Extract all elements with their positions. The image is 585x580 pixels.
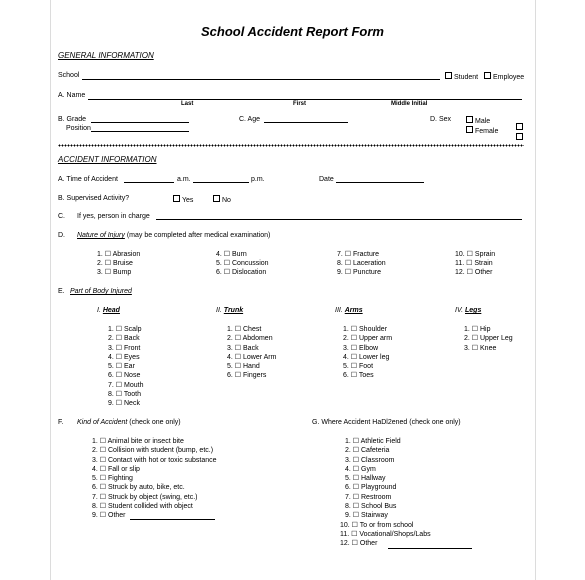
head-heading: I. Head [97,307,120,314]
general-heading: GENERAL INFORMATION [58,51,154,60]
legs-option[interactable]: 2. ☐ Upper Leg [464,335,513,343]
injury-list-2 [216,250,269,278]
injury-option[interactable]: 10. ☐ Sprain [455,251,496,258]
arms-heading: III. Arms [335,307,363,314]
injury-option[interactable]: 2. ☐ Bruise [97,260,133,268]
grade-field[interactable] [91,122,189,123]
head-option[interactable]: 5. ☐ Ear [108,363,135,371]
where-list [340,437,431,549]
yes-checkbox[interactable] [173,195,180,202]
injury-option[interactable]: 5. ☐ Concussion [216,260,269,268]
student-option[interactable]: Student [444,72,478,81]
where-option[interactable]: 2. ☐ Cafeteria [345,447,390,455]
kind-option[interactable]: 4. ☐ Fall or slip [92,465,140,473]
female-checkbox[interactable] [466,126,473,133]
where-option[interactable]: 12. ☐ Other [340,540,378,548]
time-pm-field[interactable] [193,182,249,183]
arms-option[interactable]: 4. ☐ Lower leg [343,353,390,361]
kind-list [92,437,217,521]
middle-caption: Middle Initial [391,101,428,107]
where-option[interactable]: 4. ☐ Gym [345,465,376,473]
school-label: School [58,72,80,79]
injury-option[interactable]: 7. ☐ Fracture [337,251,380,258]
position-label: Position [66,125,91,132]
kind-option[interactable]: 9. ☐ Other [92,512,126,520]
trunk-option[interactable]: 5. ☐ Hand [227,363,260,371]
injury-heading: Nature of Injury (may be completed after medical examination) [77,232,271,239]
d-letter: D. [58,232,65,239]
where-option[interactable]: 8. ☐ School Bus [345,503,397,511]
name-label: A. Name [58,92,86,99]
trunk-list [227,325,276,381]
head-list [108,325,143,409]
head-option[interactable]: 3. ☐ Front [108,344,141,352]
person-label: If yes, person in charge [77,213,150,220]
age-label: C. Age [239,116,261,123]
injury-option[interactable]: 6. ☐ Dislocation [216,269,267,277]
position-field[interactable] [91,131,189,132]
where-heading: G. Where Accident HaDl2ened (check one only) [312,419,461,426]
no-checkbox[interactable] [213,195,220,202]
yes-option[interactable]: Yes [172,195,193,204]
arms-option[interactable]: 5. ☐ Foot [343,363,374,371]
female-option[interactable]: Female [465,126,498,135]
injury-option[interactable]: 11. ☐ Strain [455,260,493,268]
supervised-label: B. Supervised Activity? [58,195,130,202]
injury-list-1 [97,250,140,278]
head-option[interactable]: 6. ☐ Nose [108,372,141,380]
kind-option[interactable]: 7. ☐ Struck by object (swing, etc.) [92,493,198,501]
arms-option[interactable]: 3. ☐ Elbow [343,344,379,352]
pm-label: p.m. [251,176,265,183]
legs-list [464,325,513,353]
head-option[interactable]: 4. ☐ Eyes [108,353,140,361]
time-am-field[interactable] [124,182,174,183]
section-divider [58,144,524,147]
arms-list [343,325,392,381]
grade-label: B. Grade [58,116,87,123]
where-option[interactable]: 1. ☐ Athletic Field [345,438,401,445]
trunk-option[interactable]: 2. ☐ Abdomen [227,335,273,343]
where-option[interactable]: 7. ☐ Restroom [345,493,392,501]
injury-list-4 [455,250,495,278]
f-letter: F. [58,419,64,426]
arms-option[interactable]: 1. ☐ Shoulder [343,326,388,333]
trunk-option[interactable]: 3. ☐ Back [227,344,259,352]
kind-option[interactable]: 1. ☐ Animal bite or insect bite [92,438,184,445]
no-option[interactable]: No [212,195,231,204]
employee-checkbox[interactable] [484,72,491,79]
kind-option[interactable]: 8. ☐ Student collided with object [92,503,193,511]
sex-label: D. Sex [430,116,452,123]
kind-other-field[interactable] [130,519,215,520]
male-checkbox[interactable] [466,116,473,123]
age-field[interactable] [264,122,348,123]
where-option[interactable]: 11. ☐ Vocational/Shops/Labs [340,530,431,538]
where-other-field[interactable] [388,548,472,549]
kind-option[interactable]: 6. ☐ Struck by auto, bike, etc. [92,484,185,492]
am-label: a.m. [177,176,191,183]
where-option[interactable]: 6. ☐ Playground [345,484,397,492]
trunk-heading: II. Trunk [216,307,244,314]
legs-option[interactable]: 1. ☐ Hip [464,326,491,333]
where-option[interactable]: 10. ☐ To or from school [340,521,414,529]
head-option[interactable]: 9. ☐ Neck [108,400,140,408]
injury-option[interactable]: 3. ☐ Bump [97,269,132,277]
time-label: A. Time of Accident [58,176,118,183]
trunk-option[interactable]: 4. ☐ Lower Arm [227,353,277,361]
school-field[interactable] [82,79,440,80]
accident-heading: ACCIDENT INFORMATION [58,155,157,164]
employee-option[interactable]: Employee [483,72,524,81]
legs-heading: IV. Legs [455,307,482,314]
female-box-right[interactable] [515,127,525,145]
date-label: Date [319,176,334,183]
head-option[interactable]: 7. ☐ Mouth [108,381,144,389]
form-title: School Accident Report Form [201,24,384,39]
injury-option[interactable]: 12. ☐ Other [455,269,493,277]
injury-option[interactable]: 8. ☐ Laceration [337,260,386,268]
c-letter: C. [58,213,65,220]
trunk-option[interactable]: 1. ☐ Chest [227,326,262,333]
kind-option[interactable]: 3. ☐ Contact with hot or toxic substance [92,456,217,464]
kind-option[interactable]: 2. ☐ Collision with student (bump, etc.) [92,447,214,455]
injury-option[interactable]: 9. ☐ Puncture [337,269,382,277]
injury-option[interactable]: 4. ☐ Burn [216,251,247,258]
injury-option[interactable]: 1. ☐ Abrasion [97,251,141,258]
legs-option[interactable]: 3. ☐ Knee [464,344,497,352]
injury-list-3 [337,250,386,278]
body-heading: Part of Body Injured [70,288,132,295]
e-letter: E. [58,288,65,295]
where-option[interactable]: 5. ☐ Hallway [345,475,386,483]
student-checkbox[interactable] [445,72,452,79]
date-field[interactable] [336,182,424,183]
where-option[interactable]: 3. ☐ Classroom [345,456,395,464]
male-option[interactable]: Male [465,116,490,125]
first-caption: First [293,101,307,107]
last-caption: Last [181,101,194,107]
name-field[interactable] [88,99,522,100]
arms-option[interactable]: 2. ☐ Upper arm [343,335,393,343]
kind-option[interactable]: 5. ☐ Fighting [92,475,133,483]
kind-heading: Kind of Accident (check one only) [77,419,181,426]
trunk-option[interactable]: 6. ☐ Fingers [227,372,267,380]
head-option[interactable]: 8. ☐ Tooth [108,391,142,399]
arms-option[interactable]: 6. ☐ Toes [343,372,374,380]
where-option[interactable]: 9. ☐ Stairway [345,512,388,520]
head-option[interactable]: 2. ☐ Back [108,335,140,343]
head-option[interactable]: 1. ☐ Scalp [108,326,142,333]
person-field[interactable] [156,219,522,220]
